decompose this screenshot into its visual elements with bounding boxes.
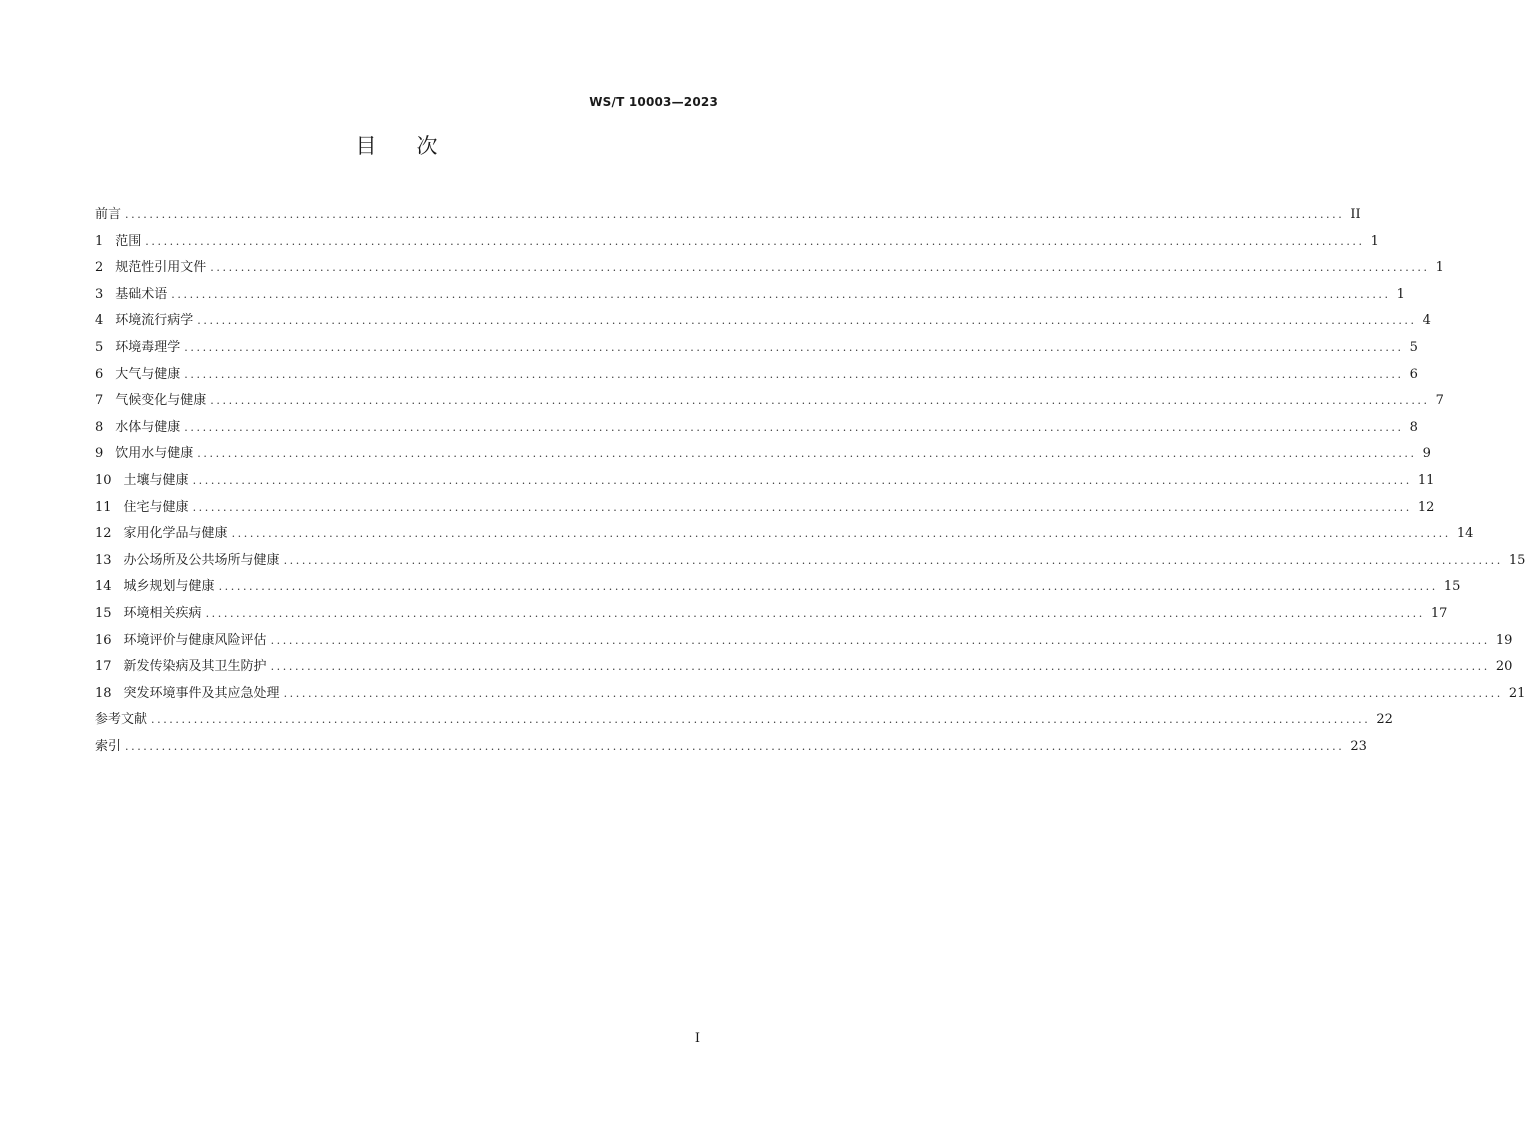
- toc-entry-number: 1: [95, 233, 104, 249]
- page-title-char-1: 目: [355, 134, 377, 158]
- toc-leader-dots: ........................................................................................................................................................................................................: [231, 527, 1451, 541]
- toc-entry-label: [95, 734, 121, 761]
- page-number: I: [694, 1031, 700, 1046]
- toc-entry-label: [95, 654, 267, 681]
- toc-leader-dots: ........................................................................................................................................................................................................: [171, 287, 1391, 301]
- toc-entry[interactable]: [95, 548, 1525, 575]
- toc-entry-label: [95, 441, 193, 468]
- toc-leader-dots: ........................................................................................................................................................................................................: [184, 340, 1404, 354]
- toc-entry[interactable]: [95, 468, 1435, 495]
- toc-entry-label: [95, 601, 202, 628]
- toc-entry-label: [95, 335, 180, 362]
- toc-entry-number: 14: [95, 579, 112, 595]
- toc-entry-number: 5: [95, 339, 104, 355]
- toc-entry[interactable]: [95, 362, 1418, 389]
- toc-leader-dots: ........................................................................................................................................................................................................: [197, 314, 1417, 328]
- page-title: [0, 130, 793, 160]
- toc-entry[interactable]: [95, 388, 1444, 415]
- toc-leader-dots: ........................................................................................................................................................................................................: [270, 660, 1490, 674]
- toc-entry-number: 7: [95, 393, 104, 409]
- toc-leader-dots: ........................................................................................................................................................................................................: [192, 500, 1412, 514]
- toc-entry[interactable]: [95, 681, 1525, 708]
- toc-entry-label: [95, 308, 193, 335]
- toc-leader-dots: ........................................................................................................................................................................................................: [197, 447, 1417, 461]
- toc-entry-label: [95, 255, 206, 282]
- toc-entry[interactable]: [95, 574, 1461, 601]
- toc-entry-label: [95, 388, 206, 415]
- toc-entry-text: 饮用水与健康: [115, 446, 194, 462]
- toc-entry-page: 15: [1508, 552, 1525, 568]
- standard-code: WS/T 10003—2023: [589, 95, 718, 109]
- toc-leader-dots: ........................................................................................................................................................................................................: [192, 473, 1412, 487]
- toc-leader-dots: ........................................................................................................................................................................................................: [125, 208, 1345, 221]
- toc-entry[interactable]: [95, 335, 1418, 362]
- toc-entry-page: 20: [1495, 659, 1513, 675]
- toc-entry-text: 办公场所及公共场所与健康: [123, 552, 280, 568]
- toc-entry-label: [95, 202, 121, 229]
- toc-entry[interactable]: [95, 628, 1513, 655]
- toc-leader-dots: ........................................................................................................................................................................................................: [218, 580, 1438, 594]
- toc-entry-label: [95, 495, 189, 522]
- toc-entry-label: [95, 707, 147, 734]
- toc-entry-number: 17: [95, 659, 112, 675]
- toc-entry-text: 家用化学品与健康: [123, 526, 228, 542]
- toc-entry-text: 水体与健康: [115, 419, 181, 435]
- table-of-contents: [95, 202, 1525, 760]
- toc-entry-text: 参考文献: [95, 712, 148, 728]
- toc-entry-number: 12: [95, 526, 112, 542]
- toc-leader-dots: ........................................................................................................................................................................................................: [151, 713, 1371, 727]
- toc-entry-text: 环境毒理学: [115, 339, 181, 355]
- toc-entry[interactable]: [95, 521, 1474, 548]
- toc-entry-number: 18: [95, 685, 112, 701]
- toc-entry-number: 13: [95, 552, 112, 568]
- toc-entry-page: 12: [1417, 499, 1435, 515]
- toc-entry-text: 住宅与健康: [123, 499, 189, 515]
- toc-entry-label: [95, 521, 228, 548]
- toc-entry-page: 23: [1350, 738, 1367, 754]
- toc-entry[interactable]: [95, 495, 1435, 522]
- toc-entry[interactable]: [95, 707, 1393, 734]
- toc-entry[interactable]: [95, 229, 1379, 256]
- toc-entry-number: 9: [95, 446, 104, 462]
- toc-entry-page: 17: [1430, 605, 1448, 621]
- toc-entry-page: 5: [1409, 339, 1418, 355]
- toc-leader-dots: ........................................................................................................................................................................................................: [184, 420, 1404, 434]
- toc-entry-page: 22: [1376, 712, 1393, 728]
- toc-entry[interactable]: [95, 255, 1444, 282]
- toc-entry-text: 前言: [95, 207, 122, 222]
- toc-entry-text: 环境流行病学: [115, 313, 194, 329]
- toc-entry[interactable]: [95, 282, 1405, 309]
- toc-entry-page: 1: [1370, 233, 1379, 249]
- toc-entry-number: 11: [95, 499, 112, 515]
- toc-entry-number: 15: [95, 605, 112, 621]
- toc-leader-dots: ........................................................................................................................................................................................................: [210, 394, 1430, 408]
- toc-entry-page: 15: [1443, 579, 1461, 595]
- toc-entry-text: 气候变化与健康: [115, 393, 207, 409]
- toc-leader-dots: ........................................................................................................................................................................................................: [283, 686, 1503, 700]
- toc-entry-page: 11: [1417, 472, 1435, 488]
- toc-leader-dots: ........................................................................................................................................................................................................: [270, 633, 1490, 647]
- toc-entry-page: 1: [1396, 286, 1405, 302]
- toc-entry-number: 10: [95, 472, 112, 488]
- toc-entry-page: 14: [1456, 526, 1474, 542]
- toc-entry-text: 大气与健康: [115, 366, 181, 382]
- page-title-char-2: 次: [416, 134, 438, 158]
- toc-entry-label: [95, 362, 180, 389]
- toc-leader-dots: ........................................................................................................................................................................................................: [205, 606, 1425, 620]
- toc-entry-page: 4: [1422, 313, 1431, 329]
- toc-entry-page: 7: [1435, 393, 1444, 409]
- toc-entry-label: [95, 468, 189, 495]
- toc-entry-text: 范围: [115, 233, 142, 249]
- toc-entry-text: 新发传染病及其卫生防护: [123, 659, 267, 675]
- toc-entry-number: 3: [95, 286, 104, 302]
- toc-entry-text: 环境评价与健康风险评估: [123, 632, 267, 648]
- toc-entry[interactable]: [95, 202, 1361, 229]
- toc-entry-page: 6: [1409, 366, 1418, 382]
- toc-entry-text: 基础术语: [115, 286, 168, 302]
- toc-entry-text: 规范性引用文件: [115, 260, 207, 276]
- toc-entry-label: [95, 628, 267, 655]
- toc-entry[interactable]: [95, 441, 1431, 468]
- toc-entry-label: [95, 229, 141, 256]
- toc-leader-dots: ........................................................................................................................................................................................................: [283, 553, 1503, 567]
- toc-entry-number: 4: [95, 313, 104, 329]
- toc-entry-page: 19: [1495, 632, 1513, 648]
- toc-entry-page: II: [1350, 207, 1361, 222]
- toc-leader-dots: ........................................................................................................................................................................................................: [184, 367, 1404, 381]
- toc-entry-number: 6: [95, 366, 104, 382]
- toc-entry-text: 城乡规划与健康: [123, 579, 215, 595]
- toc-entry-text: 环境相关疾病: [123, 605, 202, 621]
- toc-entry-text: 索引: [95, 738, 122, 754]
- toc-entry-number: 2: [95, 260, 104, 276]
- toc-entry-page: 9: [1422, 446, 1431, 462]
- toc-entry-label: [95, 574, 215, 601]
- toc-leader-dots: ........................................................................................................................................................................................................: [210, 261, 1430, 275]
- toc-entry-text: 突发环境事件及其应急处理: [123, 685, 280, 701]
- toc-leader-dots: ........................................................................................................................................................................................................: [125, 739, 1345, 753]
- toc-entry[interactable]: [95, 415, 1418, 442]
- toc-entry-page: 21: [1508, 685, 1525, 701]
- toc-entry-text: 土壤与健康: [123, 472, 189, 488]
- toc-leader-dots: ........................................................................................................................................................................................................: [145, 234, 1365, 248]
- toc-entry[interactable]: [95, 654, 1513, 681]
- toc-entry-number: 16: [95, 632, 112, 648]
- toc-entry[interactable]: [95, 308, 1431, 335]
- toc-entry-label: [95, 282, 167, 309]
- toc-entry[interactable]: [95, 601, 1448, 628]
- toc-entry-number: 8: [95, 419, 104, 435]
- toc-entry-label: [95, 681, 280, 708]
- toc-entry-page: 1: [1435, 260, 1444, 276]
- toc-entry-page: 8: [1409, 419, 1418, 435]
- toc-entry-label: [95, 415, 180, 442]
- toc-entry[interactable]: [95, 734, 1367, 761]
- toc-entry-label: [95, 548, 280, 575]
